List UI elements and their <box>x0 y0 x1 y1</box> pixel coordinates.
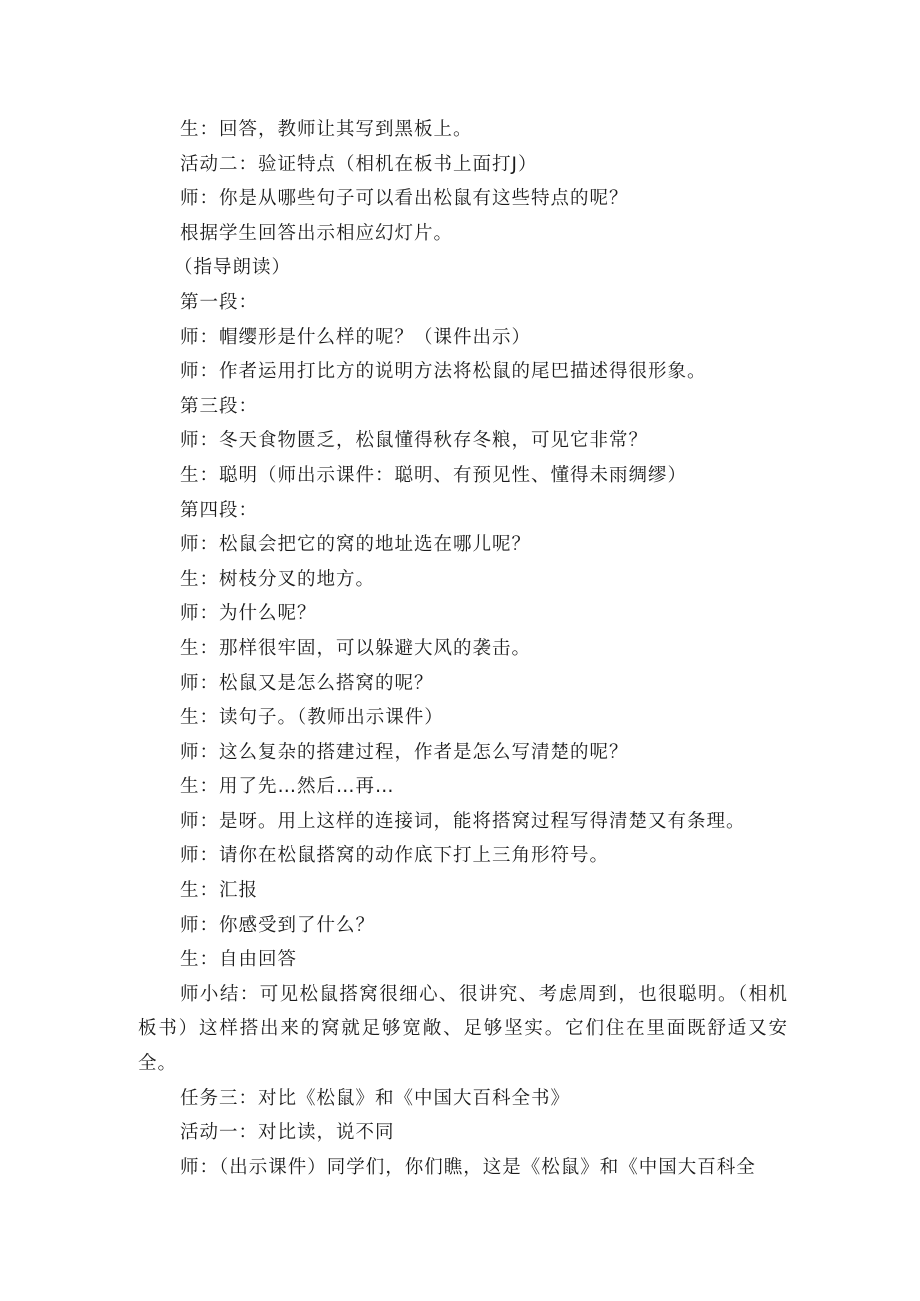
text-line: 根据学生回答出示相应幻灯片。 <box>180 222 454 244</box>
text-line: （指导朗读） <box>174 257 292 279</box>
section-heading: 第四段： <box>180 499 259 521</box>
text-line: 生：用了先…然后…再… <box>180 776 395 798</box>
activity-heading: 活动一：对比读，说不同 <box>180 1122 395 1144</box>
summary-paragraph: 师小结：可见松鼠搭窝很细心、很讲究、考虑周到，也很聪明。（相机板书）这样搭出来的窝就足够宽敞、足够坚实。它们住在里面既舒适又安全。 <box>138 983 788 1075</box>
text-line: 生：回答，教师让其写到黑板上。 <box>180 119 473 140</box>
text-line: 生：读句子。（教师出示课件） <box>180 707 444 729</box>
text-line: 师：（出示课件）同学们，你们瞧，这是《松鼠》和《中国大百科全 <box>180 1156 756 1178</box>
text-line: 师：你感受到了什么？ <box>180 914 376 936</box>
section-heading: 第三段： <box>180 395 259 417</box>
document-body <box>138 113 788 1185</box>
text-line: 师：你是从哪些句子可以看出松鼠有这些特点的呢？ <box>180 188 629 210</box>
text-line: 师：是呀。用上这样的连接词，能将搭窝过程写得清楚又有条理。 <box>180 810 746 832</box>
text-line: 师：冬天食物匮乏，松鼠懂得秋存冬粮，可见它非常？ <box>180 430 649 452</box>
text-line: 师：这么复杂的搭建过程，作者是怎么写清楚的呢？ <box>180 741 629 763</box>
text-line: 生：自由回答 <box>180 949 298 971</box>
text-line: 生：那样很牢固，可以躲避大风的袭击。 <box>180 637 532 659</box>
task-heading: 任务三：对比《松鼠》和《中国大百科全书》 <box>180 1087 571 1109</box>
text-line: 生：汇报 <box>180 880 259 902</box>
text-line: 师：松鼠又是怎么搭窝的呢？ <box>180 672 434 694</box>
text-line: 生：树枝分叉的地方。 <box>180 568 376 590</box>
text-line: 师：请你在松鼠搭窝的动作底下打上三角形符号。 <box>180 845 610 867</box>
section-heading: 第一段： <box>180 291 259 313</box>
text-line: 师：作者运用打比方的说明方法将松鼠的尾巴描述得很形象。 <box>180 361 707 383</box>
text-line: 师：松鼠会把它的窝的地址选在哪儿呢？ <box>180 534 532 556</box>
text-line: 活动二：验证特点（相机在板书上面打J） <box>180 153 538 175</box>
text-line: 师：为什么呢？ <box>180 603 317 625</box>
text-line: 师：帽缨形是什么样的呢？（课件出示） <box>180 326 532 348</box>
text-line: 生：聪明（师出示课件：聪明、有预见性、懂得未雨绸缪） <box>180 464 688 486</box>
